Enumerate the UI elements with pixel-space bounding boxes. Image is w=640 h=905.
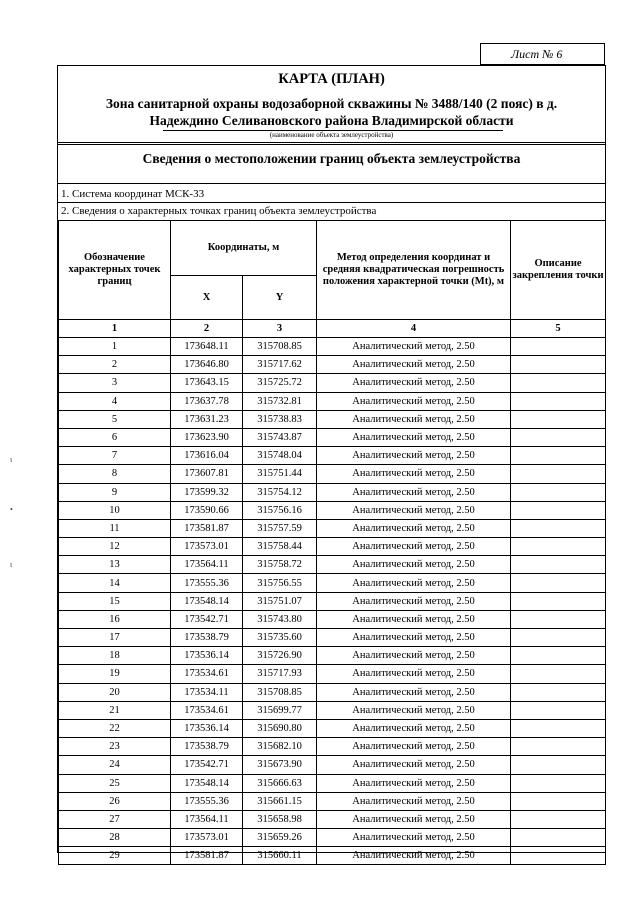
y-coordinate-cell: 315658.98	[243, 810, 317, 828]
point-number-cell: 13	[59, 556, 171, 574]
method-cell: Аналитический метод, 2.50	[317, 392, 511, 410]
table-row	[59, 338, 606, 356]
description-cell	[511, 592, 606, 610]
y-coordinate-cell: 315738.83	[243, 410, 317, 428]
description-cell	[511, 519, 606, 537]
table-row	[59, 810, 606, 828]
sheet-number-label: Лист № 6	[480, 43, 605, 65]
x-coordinate-cell: 173637.78	[171, 392, 243, 410]
method-cell: Аналитический метод, 2.50	[317, 356, 511, 374]
x-coordinate-cell: 173599.32	[171, 483, 243, 501]
description-cell	[511, 647, 606, 665]
y-coordinate-cell: 315758.72	[243, 556, 317, 574]
x-coordinate-cell: 173643.15	[171, 374, 243, 392]
description-cell	[511, 847, 606, 865]
table-row	[59, 428, 606, 446]
x-coordinate-cell: 173573.01	[171, 829, 243, 847]
table-row	[59, 483, 606, 501]
table-row	[59, 719, 606, 737]
table-row	[59, 410, 606, 428]
point-number-cell: 23	[59, 738, 171, 756]
point-number-cell: 22	[59, 719, 171, 737]
map-title: КАРТА (ПЛАН)	[278, 71, 385, 87]
y-coordinate-cell: 315743.87	[243, 428, 317, 446]
point-number-cell: 19	[59, 665, 171, 683]
table-row	[59, 647, 606, 665]
method-cell: Аналитический метод, 2.50	[317, 829, 511, 847]
table-row	[59, 701, 606, 719]
x-coordinate-cell: 173548.14	[171, 592, 243, 610]
x-coordinate-cell: 173623.90	[171, 428, 243, 446]
section-divider	[58, 183, 605, 184]
y-coordinate-cell: 315673.90	[243, 756, 317, 774]
point-number-cell: 15	[59, 592, 171, 610]
description-cell	[511, 610, 606, 628]
method-cell: Аналитический метод, 2.50	[317, 756, 511, 774]
description-cell	[511, 483, 606, 501]
method-cell: Аналитический метод, 2.50	[317, 719, 511, 737]
point-number-cell: 8	[59, 465, 171, 483]
table-row	[59, 392, 606, 410]
y-coordinate-cell: 315743.80	[243, 610, 317, 628]
method-cell: Аналитический метод, 2.50	[317, 465, 511, 483]
method-cell: Аналитический метод, 2.50	[317, 774, 511, 792]
column-number: 3	[243, 320, 317, 338]
document-frame	[57, 65, 606, 862]
table-row	[59, 774, 606, 792]
point-number-cell: 11	[59, 519, 171, 537]
scan-mark: •	[10, 505, 13, 514]
description-cell	[511, 792, 606, 810]
point-number-cell: 28	[59, 829, 171, 847]
description-cell	[511, 829, 606, 847]
y-coordinate-cell: 315748.04	[243, 447, 317, 465]
x-coordinate-cell: 173538.79	[171, 738, 243, 756]
table-row	[59, 574, 606, 592]
column-number: 2	[171, 320, 243, 338]
x-coordinate-cell: 173590.66	[171, 501, 243, 519]
description-cell	[511, 374, 606, 392]
table-row	[59, 501, 606, 519]
description-cell	[511, 556, 606, 574]
point-number-cell: 16	[59, 610, 171, 628]
point-number-cell: 20	[59, 683, 171, 701]
column-number: 1	[59, 320, 171, 338]
table-row	[59, 792, 606, 810]
header-x: X	[171, 276, 243, 320]
x-coordinate-cell: 173581.87	[171, 519, 243, 537]
table-row	[59, 465, 606, 483]
method-cell: Аналитический метод, 2.50	[317, 556, 511, 574]
x-coordinate-cell: 173555.36	[171, 574, 243, 592]
description-cell	[511, 338, 606, 356]
description-cell	[511, 574, 606, 592]
y-coordinate-cell: 315690.80	[243, 719, 317, 737]
y-coordinate-cell: 315751.44	[243, 465, 317, 483]
y-coordinate-cell: 315708.85	[243, 683, 317, 701]
x-coordinate-cell: 173646.80	[171, 356, 243, 374]
table-row	[59, 356, 606, 374]
point-number-cell: 5	[59, 410, 171, 428]
table-row	[59, 629, 606, 647]
y-coordinate-cell: 315754.12	[243, 483, 317, 501]
description-cell	[511, 665, 606, 683]
table-row	[59, 683, 606, 701]
point-number-cell: 6	[59, 428, 171, 446]
point-number-cell: 2	[59, 356, 171, 374]
y-coordinate-cell: 315708.85	[243, 338, 317, 356]
point-number-cell: 29	[59, 847, 171, 865]
method-cell: Аналитический метод, 2.50	[317, 574, 511, 592]
method-cell: Аналитический метод, 2.50	[317, 592, 511, 610]
description-cell	[511, 356, 606, 374]
description-cell	[511, 501, 606, 519]
header-divider	[58, 142, 605, 145]
x-coordinate-cell: 173536.14	[171, 719, 243, 737]
y-coordinate-cell: 315732.81	[243, 392, 317, 410]
y-coordinate-cell: 315659.26	[243, 829, 317, 847]
description-cell	[511, 392, 606, 410]
coord-system-line: 1. Система координат МСК-33	[61, 188, 205, 200]
y-coordinate-cell: 315735.60	[243, 629, 317, 647]
point-number-cell: 3	[59, 374, 171, 392]
description-cell	[511, 465, 606, 483]
point-number-cell: 17	[59, 629, 171, 647]
header-method: Метод определения координат и средняя квадратическая погрешность положения характерной точки (Mt), м	[317, 221, 511, 320]
table-row	[59, 538, 606, 556]
x-coordinate-cell: 173538.79	[171, 629, 243, 647]
method-cell: Аналитический метод, 2.50	[317, 701, 511, 719]
description-cell	[511, 410, 606, 428]
section-title: Сведения о местоположении границ объекта землеустройства	[142, 151, 521, 166]
point-number-cell: 1	[59, 338, 171, 356]
column-number: 5	[511, 320, 606, 338]
table-row	[59, 556, 606, 574]
y-coordinate-cell: 315666.63	[243, 774, 317, 792]
scan-mark: ι	[10, 455, 13, 464]
header-coordinates: Координаты, м	[171, 221, 317, 276]
scan-mark: ι	[10, 560, 13, 569]
point-number-cell: 21	[59, 701, 171, 719]
table-row	[59, 756, 606, 774]
x-coordinate-cell: 173548.14	[171, 774, 243, 792]
object-name-line2: Надеждино Селивановского района Владимирской области	[149, 113, 514, 128]
description-cell	[511, 683, 606, 701]
description-cell	[511, 738, 606, 756]
header-description: Описание закрепления точки	[511, 221, 606, 320]
table-row	[59, 610, 606, 628]
points-rows	[59, 338, 606, 865]
y-coordinate-cell: 315758.44	[243, 538, 317, 556]
table-row	[59, 738, 606, 756]
point-number-cell: 4	[59, 392, 171, 410]
table-row	[59, 447, 606, 465]
y-coordinate-cell: 315660.11	[243, 847, 317, 865]
description-cell	[511, 428, 606, 446]
column-number: 4	[317, 320, 511, 338]
y-coordinate-cell: 315661.15	[243, 792, 317, 810]
header-point: Обозначение характерных точек границ	[59, 221, 171, 320]
table-row	[59, 374, 606, 392]
x-coordinate-cell: 173536.14	[171, 647, 243, 665]
x-coordinate-cell: 173534.61	[171, 665, 243, 683]
method-cell: Аналитический метод, 2.50	[317, 629, 511, 647]
point-number-cell: 7	[59, 447, 171, 465]
y-coordinate-cell: 315725.72	[243, 374, 317, 392]
x-coordinate-cell: 173581.87	[171, 847, 243, 865]
method-cell: Аналитический метод, 2.50	[317, 665, 511, 683]
description-cell	[511, 719, 606, 737]
method-cell: Аналитический метод, 2.50	[317, 847, 511, 865]
table-row	[59, 829, 606, 847]
description-cell	[511, 538, 606, 556]
method-cell: Аналитический метод, 2.50	[317, 338, 511, 356]
y-coordinate-cell: 315717.62	[243, 356, 317, 374]
description-cell	[511, 756, 606, 774]
method-cell: Аналитический метод, 2.50	[317, 519, 511, 537]
x-coordinate-cell: 173631.23	[171, 410, 243, 428]
x-coordinate-cell: 173607.81	[171, 465, 243, 483]
method-cell: Аналитический метод, 2.50	[317, 792, 511, 810]
column-numbers-row	[59, 320, 606, 338]
point-number-cell: 18	[59, 647, 171, 665]
method-cell: Аналитический метод, 2.50	[317, 447, 511, 465]
y-coordinate-cell: 315699.77	[243, 701, 317, 719]
method-cell: Аналитический метод, 2.50	[317, 428, 511, 446]
object-name-line1: Зона санитарной охраны водозаборной скважины № 3488/140 (2 пояс) в д.	[105, 96, 558, 111]
x-coordinate-cell: 173542.71	[171, 756, 243, 774]
method-cell: Аналитический метод, 2.50	[317, 410, 511, 428]
x-coordinate-cell: 173555.36	[171, 792, 243, 810]
boundary-points-table	[58, 220, 606, 865]
method-cell: Аналитический метод, 2.50	[317, 738, 511, 756]
method-cell: Аналитический метод, 2.50	[317, 374, 511, 392]
method-cell: Аналитический метод, 2.50	[317, 810, 511, 828]
x-coordinate-cell: 173564.11	[171, 810, 243, 828]
y-coordinate-cell: 315756.16	[243, 501, 317, 519]
point-number-cell: 24	[59, 756, 171, 774]
point-number-cell: 26	[59, 792, 171, 810]
point-number-cell: 10	[59, 501, 171, 519]
y-coordinate-cell: 315682.10	[243, 738, 317, 756]
point-number-cell: 14	[59, 574, 171, 592]
point-number-cell: 27	[59, 810, 171, 828]
x-coordinate-cell: 173648.11	[171, 338, 243, 356]
description-cell	[511, 810, 606, 828]
object-name-note: (наименование объекта землеустройства)	[269, 131, 394, 139]
x-coordinate-cell: 173534.61	[171, 701, 243, 719]
x-coordinate-cell: 173534.11	[171, 683, 243, 701]
point-number-cell: 12	[59, 538, 171, 556]
description-cell	[511, 701, 606, 719]
y-coordinate-cell: 315717.93	[243, 665, 317, 683]
point-number-cell: 9	[59, 483, 171, 501]
table-row	[59, 592, 606, 610]
description-cell	[511, 774, 606, 792]
description-cell	[511, 447, 606, 465]
y-coordinate-cell: 315751.07	[243, 592, 317, 610]
coord-system-divider	[58, 202, 605, 203]
x-coordinate-cell: 173616.04	[171, 447, 243, 465]
table-row	[59, 519, 606, 537]
points-info-line: 2. Сведения о характерных точках границ объекта землеустройства	[61, 205, 377, 217]
method-cell: Аналитический метод, 2.50	[317, 610, 511, 628]
method-cell: Аналитический метод, 2.50	[317, 647, 511, 665]
x-coordinate-cell: 173564.11	[171, 556, 243, 574]
x-coordinate-cell: 173573.01	[171, 538, 243, 556]
method-cell: Аналитический метод, 2.50	[317, 501, 511, 519]
method-cell: Аналитический метод, 2.50	[317, 683, 511, 701]
table-row	[59, 847, 606, 865]
x-coordinate-cell: 173542.71	[171, 610, 243, 628]
point-number-cell: 25	[59, 774, 171, 792]
y-coordinate-cell: 315756.55	[243, 574, 317, 592]
header-y: Y	[243, 276, 317, 320]
method-cell: Аналитический метод, 2.50	[317, 483, 511, 501]
method-cell: Аналитический метод, 2.50	[317, 538, 511, 556]
table-row	[59, 665, 606, 683]
description-cell	[511, 629, 606, 647]
y-coordinate-cell: 315726.90	[243, 647, 317, 665]
y-coordinate-cell: 315757.59	[243, 519, 317, 537]
